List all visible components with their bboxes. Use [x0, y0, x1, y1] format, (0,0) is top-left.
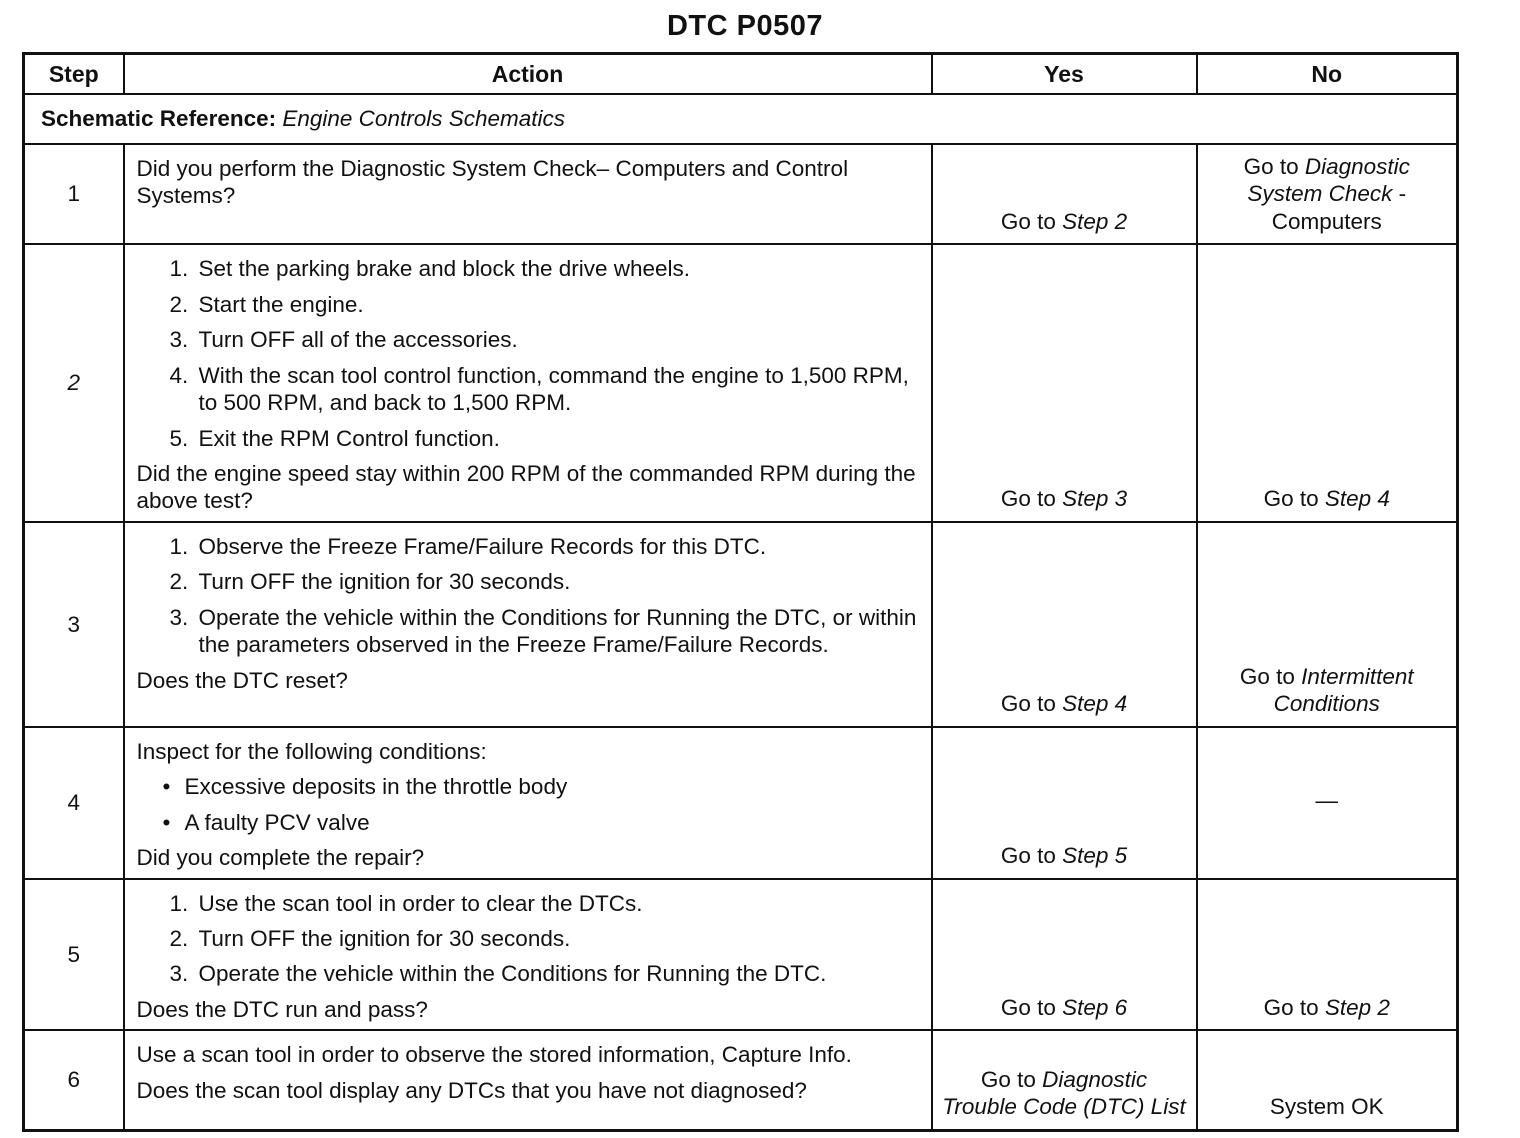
step-question: Did you perform the Diagnostic System Check– Computers and Control Systems?	[136, 156, 849, 209]
yes-cell[interactable]	[932, 522, 1197, 727]
list-item: 1. Set the parking brake and block the drive wheels.	[195, 255, 919, 282]
yes-link[interactable]: Step 2	[1062, 208, 1128, 234]
list-item: 3. Operate the vehicle within the Conditions for Running the DTC.	[195, 960, 919, 987]
step-question: Did the engine speed stay within 200 RPM of the commanded RPM during the above test?	[136, 460, 916, 514]
list-item: 3. Operate the vehicle within the Conditions for Running the DTC, or within the parameters observed in the Freeze Frame/Failure Records.	[195, 604, 919, 659]
table-row-step-3	[24, 522, 1458, 727]
yes-prefix: Go to	[1000, 486, 1056, 512]
table-row-step-2	[24, 244, 1458, 522]
no-link[interactable]: Step 2	[1324, 994, 1390, 1020]
list-item: 5. Exit the RPM Control function.	[195, 425, 919, 452]
header-yes: Yes	[932, 54, 1197, 95]
no-cell[interactable]	[1197, 144, 1458, 244]
action-cell	[124, 1030, 932, 1130]
yes-cell[interactable]	[932, 244, 1197, 522]
no-prefix: Go to	[1239, 663, 1295, 689]
yes-prefix: Go to	[980, 1066, 1036, 1092]
no-dash: —	[1315, 787, 1338, 813]
list-item: 1. Use the scan tool in order to clear the DTCs.	[195, 890, 919, 917]
step-question: Does the DTC run and pass?	[136, 996, 428, 1022]
list-item: 3. Turn OFF all of the accessories.	[195, 326, 919, 353]
yes-link[interactable]: Step 5	[1062, 843, 1128, 869]
no-cell	[1197, 1030, 1458, 1130]
table-row-step-6	[24, 1030, 1458, 1130]
no-prefix: Go to	[1263, 486, 1319, 512]
header-action: Action	[124, 54, 932, 95]
step-intro: Inspect for the following conditions:	[136, 738, 487, 764]
no-link[interactable]: Intermittent Conditions	[1273, 663, 1414, 717]
no-prefix: Go to	[1263, 994, 1319, 1020]
yes-cell[interactable]	[932, 727, 1197, 879]
yes-link[interactable]: Step 3	[1062, 486, 1128, 512]
no-cell[interactable]	[1197, 244, 1458, 522]
yes-prefix: Go to	[1000, 843, 1056, 869]
schematic-row	[24, 94, 1458, 144]
no-cell	[1197, 727, 1458, 879]
action-cell	[124, 522, 932, 727]
yes-prefix: Go to	[1000, 208, 1056, 234]
diagnostic-table	[22, 52, 1459, 1132]
schematic-reference	[24, 94, 1458, 144]
header-step: Step	[24, 54, 124, 95]
action-cell	[124, 879, 932, 1031]
no-text: System OK	[1269, 1094, 1384, 1120]
schematic-link[interactable]: Engine Controls Schematics	[282, 106, 566, 132]
no-link[interactable]: Step 4	[1324, 486, 1390, 512]
schematic-label: Schematic Reference:	[41, 106, 277, 132]
step-question: Did you complete the repair?	[136, 845, 425, 871]
no-suffix: - Computers	[1271, 181, 1407, 234]
table-header-row	[24, 54, 1458, 95]
list-item: 2. Start the engine.	[195, 291, 919, 318]
step-number: 3	[24, 522, 124, 727]
step-number: 6	[24, 1030, 124, 1130]
no-cell[interactable]	[1197, 879, 1458, 1031]
action-cell	[124, 244, 932, 522]
action-cell	[124, 727, 932, 879]
yes-cell[interactable]	[932, 1030, 1197, 1130]
list-item: 1. Observe the Freeze Frame/Failure Records for this DTC.	[195, 533, 919, 560]
procedure-list	[137, 890, 919, 988]
table-row-step-1	[24, 144, 1458, 244]
action-cell	[124, 144, 932, 244]
list-item: 2. Turn OFF the ignition for 30 seconds.	[195, 568, 919, 595]
step-number: 1	[24, 144, 124, 244]
step-question: Does the scan tool display any DTCs that you have not diagnosed?	[136, 1077, 807, 1103]
yes-cell[interactable]	[932, 879, 1197, 1031]
yes-cell[interactable]	[932, 144, 1197, 244]
no-prefix: Go to	[1243, 154, 1299, 179]
table-row-step-5	[24, 879, 1458, 1031]
no-cell[interactable]	[1197, 522, 1458, 727]
yes-prefix: Go to	[1000, 691, 1056, 717]
yes-link[interactable]: Diagnostic Trouble Code (DTC) List	[942, 1066, 1186, 1120]
procedure-list	[137, 533, 919, 659]
condition-list	[137, 773, 919, 836]
list-item: 2. Turn OFF the ignition for 30 seconds.	[195, 925, 919, 952]
table-row-step-4	[24, 727, 1458, 879]
step-question: Does the DTC reset?	[136, 667, 348, 693]
step-intro: Use a scan tool in order to observe the stored information, Capture Info.	[136, 1042, 852, 1068]
yes-link[interactable]: Step 4	[1062, 691, 1128, 717]
yes-link[interactable]: Step 6	[1062, 994, 1128, 1020]
header-no: No	[1197, 54, 1458, 95]
procedure-list	[137, 255, 919, 452]
list-item: • Excessive deposits in the throttle body	[185, 773, 919, 800]
no-link[interactable]: Diagnostic System Check	[1247, 154, 1410, 207]
list-item: 4. With the scan tool control function, command the engine to 1,500 RPM, to 500 RPM, and back to 1,500 RPM.	[195, 362, 919, 417]
page-title: DTC P0507	[666, 10, 823, 42]
step-number: 5	[24, 879, 124, 1031]
list-item: • A faulty PCV valve	[185, 809, 919, 836]
step-number: 2	[24, 244, 124, 522]
yes-prefix: Go to	[1000, 994, 1056, 1020]
step-number: 4	[24, 727, 124, 879]
